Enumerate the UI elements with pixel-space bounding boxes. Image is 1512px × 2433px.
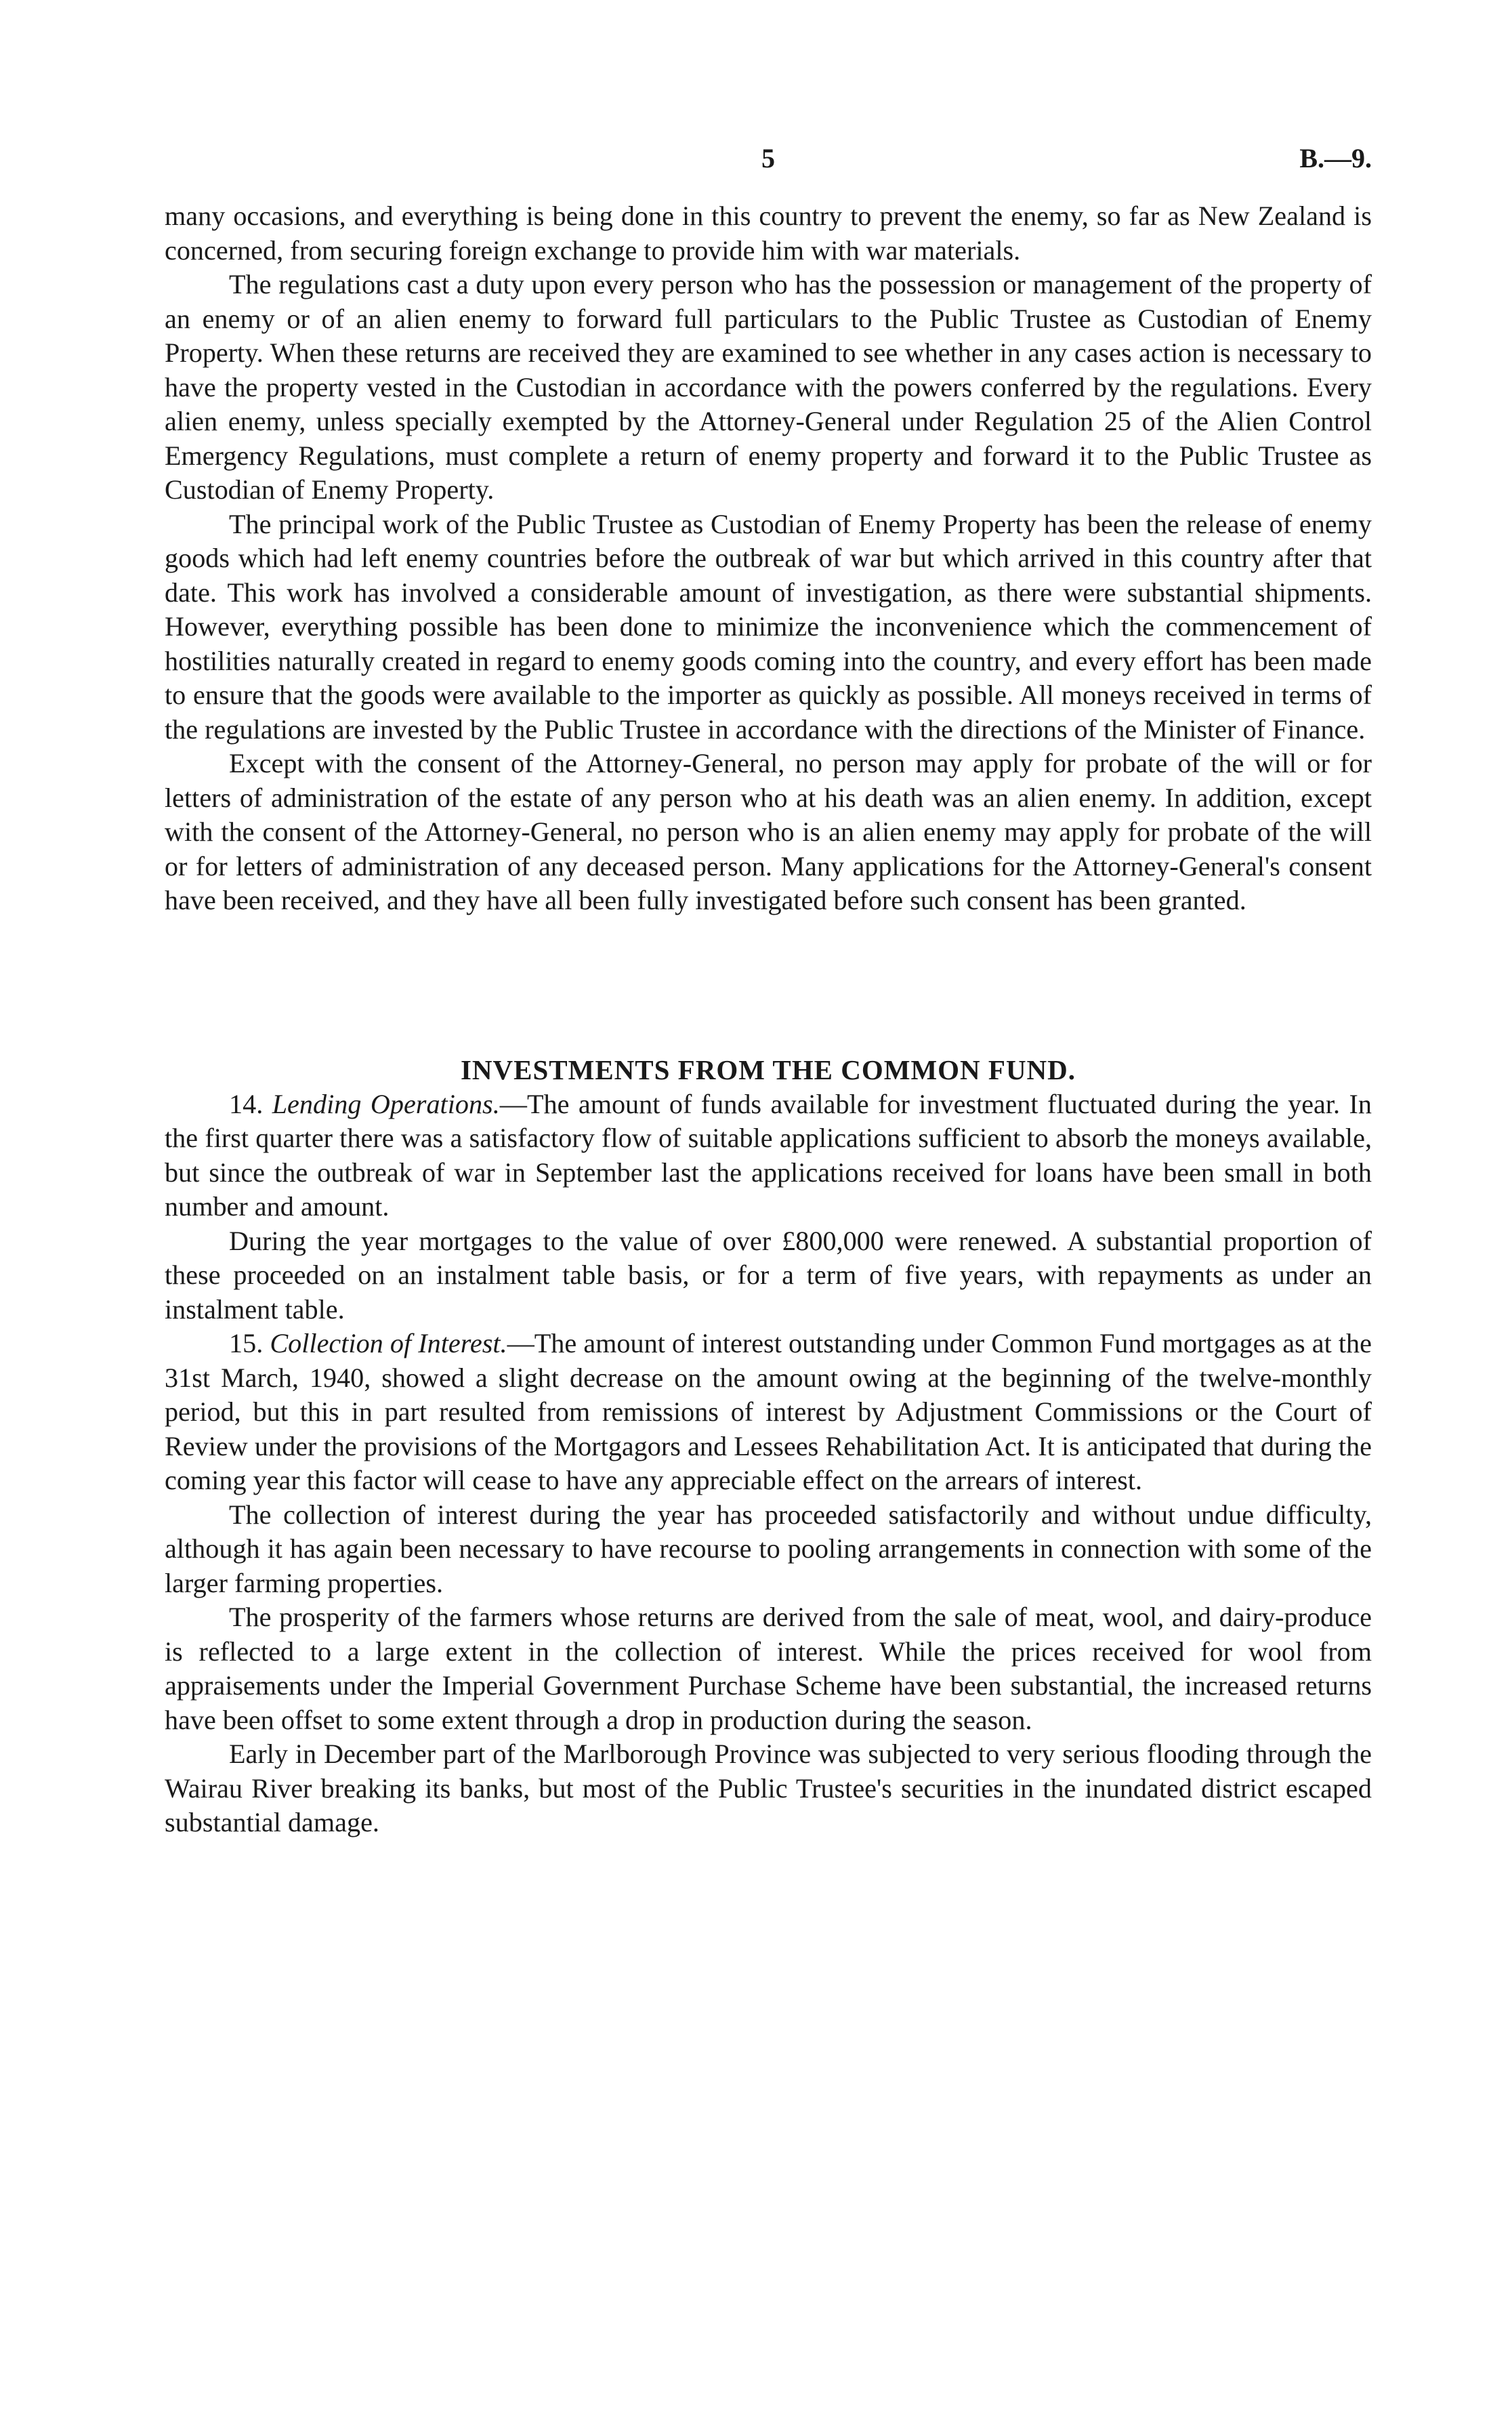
paragraph-collection: The collection of interest during the year has proceeded satisfactorily and without undue difficulty, although it has again been necessary to have recourse to pooling arrangements in connection with some of the larger farming properties. bbox=[165, 1499, 1372, 1598]
page-body bbox=[165, 199, 1372, 1840]
paragraph-principal-work: The principal work of the Public Trustee as Custodian of Enemy Property has been the release of enemy goods which had left enemy countries before the outbreak of war but which arrived in this country after that date. This work has involved a considerable amount of investigation, as there were substantial shipments. However, everything possible has been done to minimize the inconvenience which the commencement of hostilities naturally created in regard to enemy goods coming into the country, and every effort has been made to ensure that the goods were available to the importer as quickly as possible. All moneys received in terms of the regulations are invested by the Public Trustee in accordance with the directions of the Minister of Finance. bbox=[165, 508, 1372, 745]
paragraph-continued: many occasions, and everything is being done in this country to prevent the enemy, so far as New Zealand is concerned, from securing foreign exchange to provide him with war materials. bbox=[165, 201, 1372, 266]
paragraph-prosperity: The prosperity of the farmers whose returns are derived from the sale of meat, wool, and dairy-produce is reflected to a large extent in the collection of interest. While the prices received for wool from appraisements under the Imperial Government Purchase Scheme have been substantial, the increased returns have been offset to some extent through a drop in production during the season. bbox=[165, 1602, 1372, 1735]
paragraph-lending-operations bbox=[165, 1087, 1372, 1224]
paragraph-collection-of-interest bbox=[165, 1327, 1372, 1498]
paragraph-flooding: Early in December part of the Marlborough Province was subjected to very serious flooding through the Wairau River breaking its banks, but most of the Public Trustee's securities in the inundated district escaped substantial damage. bbox=[165, 1739, 1372, 1837]
clause-title: Collection of Interest. bbox=[270, 1328, 507, 1358]
report-code: B.—9. bbox=[1299, 143, 1372, 173]
clause-number: 15. bbox=[229, 1328, 264, 1358]
paragraph-probate: Except with the consent of the Attorney-General, no person may apply for probate of the will or for letters of administration of the estate of any person who at his death was an alien enemy. In addition, except with the consent of the Attorney-General, no person who is an alien enemy may apply for probate of the will or for letters of administration of any deceased person. Many applications for the Attorney-General's consent have been received, and they have all been fully investigated before such consent has been granted. bbox=[165, 748, 1372, 915]
clause-text: —The amount of interest outstanding under Common Fund mortgages as at the 31st March, 1940, showed a slight decrease on the amount owing at the beginning of the twelve-monthly period, but this in part resulted from remissions of interest by Adjustment Commissions or the Court of Review under the provisions of the Mortgagors and Lessees Rehabilitation Act. It is anticipated that during the coming year this factor will cease to have any appreciable effect on the arrears of interest. bbox=[165, 1328, 1372, 1495]
page-number: 5 bbox=[761, 143, 775, 173]
clause-number: 14. bbox=[229, 1088, 264, 1119]
section-heading: INVESTMENTS FROM THE COMMON FUND. bbox=[460, 1054, 1076, 1085]
paragraph-mortgages: During the year mortgages to the value of over £800,000 were renewed. A substantial proportion of these proceeded on an instalment table basis, or for a term of five years, with repayments as under an instalment table. bbox=[165, 1225, 1372, 1325]
clause-text: —The amount of funds available for investment fluctuated during the year. In the first quarter there was a satisfactory flow of suitable applications sufficient to absorb the moneys available, but since the outbreak of war in September last the applications received for loans have been small in both number and amount. bbox=[165, 1088, 1372, 1222]
paragraph-regulations: The regulations cast a duty upon every person who has the possession or management of the property of an enemy or of an alien enemy to forward full particulars to the Public Trustee as Custodian of Enemy Property. When these returns are received they are examined to see whether in any cases action is necessary to have the property vested in the Custodian in accordance with the powers conferred by the regulations. Every alien enemy, unless specially exempted by the Attorney-General under Regulation 25 of the Alien Control Emergency Regulations, must complete a return of enemy property and forward it to the Public Trustee as Custodian of Enemy Property. bbox=[165, 269, 1372, 505]
page-header bbox=[165, 142, 1372, 176]
clause-title: Lending Operations. bbox=[272, 1088, 500, 1119]
